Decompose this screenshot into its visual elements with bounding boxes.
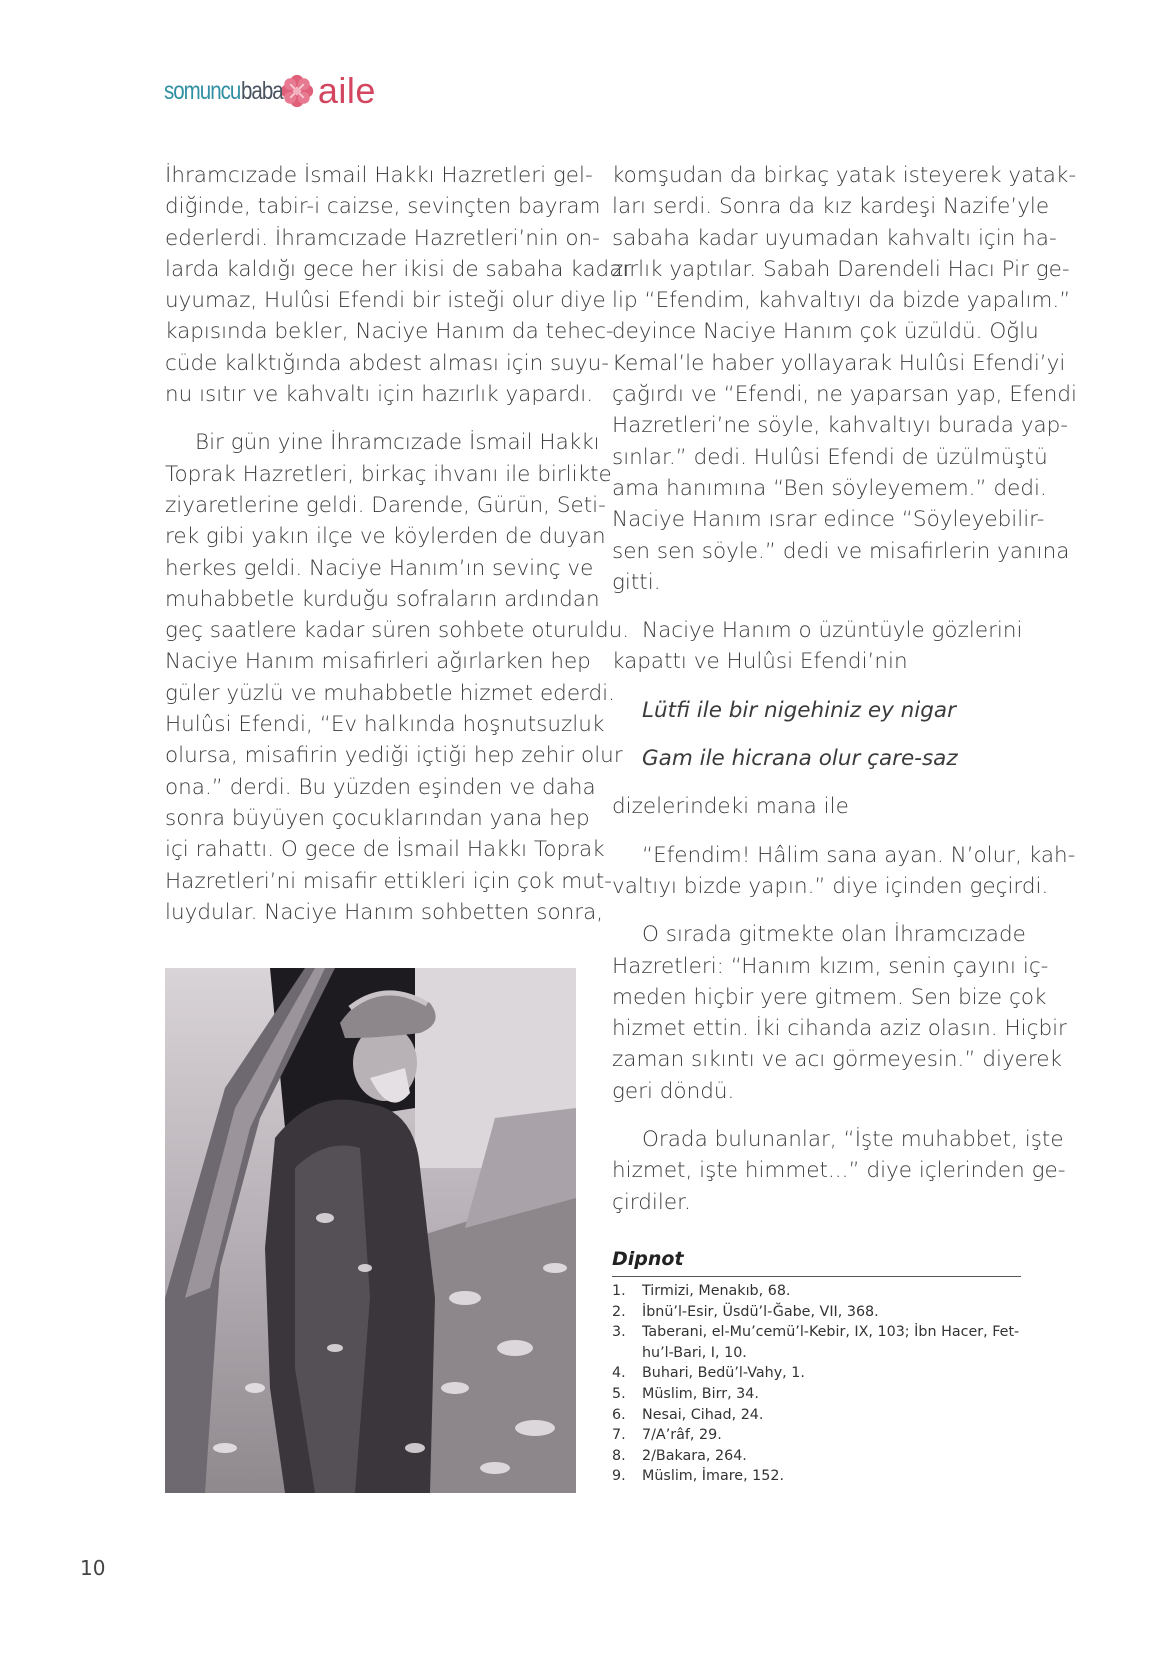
text-line: larda kaldığı gece her ikisi de sabaha kadar xyxy=(165,256,632,282)
text-line: ama hanımına “Ben söyleyemem.” dedi. xyxy=(612,475,1047,501)
footnote-text: İbnü’l-Esir, Üsdü’l-Ğabe, VII, 368. xyxy=(642,1303,879,1320)
paragraph xyxy=(612,615,1021,678)
footnote-item xyxy=(612,1405,1021,1426)
text-line: geç saatlere kadar süren sohbete oturuldu. xyxy=(165,618,630,644)
text-line: deyince Naciye Hanım çok üzüldü. Oğlu xyxy=(612,319,1039,345)
text-line: uyumaz, Hulûsi Efendi bir isteği olur diye xyxy=(165,288,606,314)
text-line: Hulûsi Efendi, “Ev halkında hoşnutsuzluk xyxy=(165,712,605,738)
footnote-item xyxy=(612,1363,1021,1384)
footnote-item xyxy=(612,1281,1021,1302)
text-line: dizelerindeki mana ile xyxy=(612,794,849,820)
text-line: herkes geldi. Naciye Hanım’ın sevinç ve xyxy=(165,555,594,581)
text-line: olursa, misafirin yediği içtiği hep zehir olur xyxy=(165,743,623,769)
text-line: ederlerdi. İhramcızade Hazretleri’nin on- xyxy=(165,225,600,251)
footnote-item xyxy=(612,1425,1021,1446)
paragraph xyxy=(165,160,632,410)
logo-text-baba: baba xyxy=(241,76,283,105)
text-line: luydular. Naciye Hanım sohbetten sonra, xyxy=(165,899,604,925)
text-line: kapattı ve Hulûsi Efendi’nin xyxy=(612,649,908,675)
text-line: güler yüzlü ve muhabbetle hizmet ederdi. xyxy=(165,680,615,706)
text-line: gitti. xyxy=(612,569,661,595)
paragraph xyxy=(165,427,630,928)
footnote-item xyxy=(612,1302,1021,1323)
text-line: hizmet ettin. İki cihanda aziz olasın. Hiçbir xyxy=(612,1016,1067,1042)
text-line: meden hiçbir yere gitmem. Sen bize çok xyxy=(612,984,1047,1010)
text-line: hizmet, işte himmet...” diye içlerinden ge- xyxy=(612,1158,1066,1184)
footnotes-title: Dipnot xyxy=(612,1248,1021,1277)
text-line: lip “Efendim, kahvaltıyı da bizde yapalım.” xyxy=(612,288,1071,314)
text-line: Toprak Hazretleri, birkaç ihvanı ile birlikte xyxy=(165,461,612,487)
text-line: Hazretleri: “Hanım kızım, senin çayını iç- xyxy=(612,953,1049,979)
text-line: sonra büyüyen çocuklarından yana hep xyxy=(165,805,590,831)
footnotes-list xyxy=(612,1281,1021,1487)
footnotes-section xyxy=(612,1248,1021,1487)
footnote-item xyxy=(612,1446,1021,1467)
footnote-text: Tirmizi, Menakıb, 68. xyxy=(642,1283,791,1299)
footnote-number: 5. xyxy=(612,1385,626,1402)
text-line: “Efendim! Hâlim sana ayan. N’olur, kah- xyxy=(642,842,1076,868)
text-line: İhramcızade İsmail Hakkı Hazretleri gel- xyxy=(165,163,593,188)
flower-icon xyxy=(280,74,314,108)
paragraph xyxy=(612,791,1021,822)
text-line: sen sen söyle.” dedi ve misafirlerin yanına xyxy=(612,538,1070,564)
footnote-text: 7/A’râf, 29. xyxy=(642,1427,722,1444)
article-left-column xyxy=(165,160,632,928)
footnote-item xyxy=(612,1322,1021,1363)
text-line: Hazretleri’ne söyle, kahvaltıyı burada yap- xyxy=(612,413,1069,439)
text-line: içi rahattı. O gece de İsmail Hakkı Toprak xyxy=(165,837,605,863)
verse-text: Lütfi ile bir nigehiniz ey nigar xyxy=(642,697,956,723)
text-line: sınlar.” dedi. Hulûsi Efendi de üzülmüştü xyxy=(612,444,1048,470)
text-line: ona.” derdi. Bu yüzden eşinden ve daha xyxy=(165,774,596,800)
text-line: Hazretleri’ni misafir ettikleri için çok mut- xyxy=(165,868,613,894)
paragraph xyxy=(612,840,1076,903)
text-line: Naciye Hanım misafirleri ağırlarken hep xyxy=(165,649,591,675)
verse-line xyxy=(612,743,1021,774)
footnote-text: Müslim, Birr, 34. xyxy=(642,1385,759,1402)
footnote-number: 4. xyxy=(612,1365,626,1382)
footnote-text: Nesai, Cihad, 24. xyxy=(642,1406,764,1423)
footnote-number: 6. xyxy=(612,1406,626,1423)
text-line: Naciye Hanım o üzüntüyle gözlerini xyxy=(642,618,1023,644)
footnote-number: 7. xyxy=(612,1427,626,1444)
text-line: nu ısıtır ve kahvaltı için hazırlık yapardı. xyxy=(165,382,594,408)
text-line: O sırada gitmekte olan İhramcızade xyxy=(642,922,1026,948)
text-line: komşudan da birkaç yatak isteyerek yatak- xyxy=(612,163,1077,188)
footnote-number: 1. xyxy=(612,1283,626,1299)
text-line: ları serdi. Sonra da kız kardeşi Nazife’yle xyxy=(612,194,1050,220)
text-line: Bir gün yine İhramcızade İsmail Hakkı xyxy=(195,430,600,456)
page-number: 10 xyxy=(80,1556,106,1580)
text-line: kapısında bekler, Naciye Hanım da tehec- xyxy=(165,319,614,345)
paragraph xyxy=(612,919,1067,1107)
text-line: ziyaretlerine geldi. Darende, Gürün, Seti- xyxy=(165,492,606,518)
logo-text-somuncu: somuncu xyxy=(164,76,241,105)
text-line: rek gibi yakın ilçe ve köylerden de duyan xyxy=(165,524,606,550)
text-line: sabaha kadar uyumadan kahvaltı için ha- xyxy=(612,225,1057,251)
footnote-text: Taberani, el-Mu’cemü’l-Kebir, IX, 103; İbn Hacer, Fet-hu’l-Bari, I, 10. xyxy=(642,1324,1020,1361)
footnote-item xyxy=(612,1466,1021,1487)
elderly-man-photo xyxy=(165,968,576,1493)
article-photo xyxy=(165,968,576,1493)
footnote-number: 8. xyxy=(612,1447,626,1464)
footnote-item xyxy=(612,1384,1021,1405)
text-line: muhabbetle kurduğu sofraların ardından xyxy=(165,586,600,612)
footnote-text: 2/Bakara, 264. xyxy=(642,1447,747,1464)
logo-text-aile: aile xyxy=(317,70,376,111)
footnote-number: 2. xyxy=(612,1303,626,1320)
text-line: çirdiler. xyxy=(612,1189,691,1215)
text-line: Orada bulunanlar, “İşte muhabbet, işte xyxy=(642,1127,1064,1153)
verse-line xyxy=(612,695,1021,726)
paragraph xyxy=(612,1124,1066,1218)
verse-text: Gam ile hicrana olur çare-saz xyxy=(642,746,958,772)
article-right-column xyxy=(612,160,1077,1218)
text-line: Kemal’le haber yollayarak Hulûsi Efendi’yi xyxy=(612,350,1066,376)
text-line: çağırdı ve “Efendi, ne yaparsan yap, Efendi xyxy=(612,382,1077,408)
magazine-logo xyxy=(164,72,376,110)
text-line: diğinde, tabir-i caizse, sevinçten bayram xyxy=(165,194,601,220)
footnote-number: 9. xyxy=(612,1468,626,1485)
text-line: zaman sıkıntı ve acı görmeyesin.” diyerek xyxy=(612,1047,1062,1073)
text-line: zırlık yaptılar. Sabah Darendeli Hacı Pir ge- xyxy=(612,256,1070,282)
footnote-text: Müslim, İmare, 152. xyxy=(642,1468,784,1485)
text-line: Naciye Hanım ısrar edince “Söyleyebilir- xyxy=(612,507,1045,533)
text-line: valtıyı bizde yapın.” diye içinden geçirdi. xyxy=(612,873,1049,899)
text-line: cüde kalktığında abdest alması için suyu- xyxy=(165,350,609,376)
paragraph xyxy=(612,160,1077,598)
footnote-text: Buhari, Bedü’l-Vahy, 1. xyxy=(642,1365,805,1382)
text-line: geri döndü. xyxy=(612,1078,735,1104)
footnote-number: 3. xyxy=(612,1324,626,1341)
